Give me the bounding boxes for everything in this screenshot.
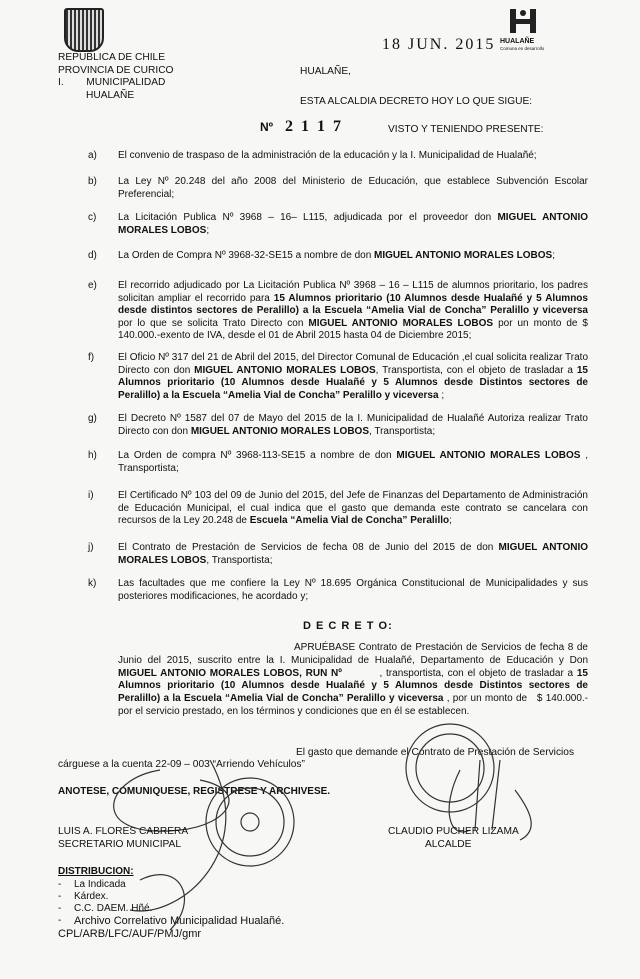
- city-label: HUALAÑE,: [300, 66, 351, 77]
- item-text: La Orden de Compra Nº 3968-32-SE15 a nombre de don MIGUEL ANTONIO MORALES LOBOS;: [118, 250, 555, 261]
- distribution-item: La Indicada: [74, 879, 126, 890]
- item-letter: f): [88, 352, 95, 363]
- item-text: La Orden de compra Nº 3968-113-SE15 a nombre de don MIGUEL ANTONIO MORALES LOBOS , Transportista;: [118, 450, 588, 474]
- list-bullet: -: [58, 915, 62, 926]
- item-letter: h): [88, 450, 97, 461]
- item-letter: k): [88, 578, 97, 589]
- item-letter: c): [88, 212, 97, 223]
- item-letter: j): [88, 542, 94, 553]
- item-text: El convenio de traspaso de la administración de la educación y la I. Municipalidad de Hualañé;: [118, 150, 537, 161]
- decree-number: 2 1 1 7: [285, 118, 343, 135]
- header-line: PROVINCIA DE CURICO: [58, 64, 174, 76]
- header-line: REPUBLICA DE CHILE: [58, 52, 166, 63]
- secretary-role: SECRETARIO MUNICIPAL: [58, 839, 182, 850]
- item-text: La Ley Nº 20.248 del año 2008 del Ministerio de Educación, que establece Subvención Escolar Preferencial;: [118, 176, 588, 200]
- logo-subtitle: Comuna en desarrollo: [500, 46, 545, 51]
- list-bullet: -: [58, 891, 62, 902]
- item-text: La Licitación Publica Nº 3968 – 16– L115, adjudicada por el proveedor don MIGUEL ANTONIO MORALES LOBOS;: [118, 212, 588, 236]
- item-text: El Certificado Nº 103 del 09 de Junio del 2015, del Jefe de Finanzas del Departamento de Administración de Educación Municipal, el cual indica que el gasto que demanda este contrato se cancelara con recursos de la Ley 20.248 de Escuela “Amelia Vial de Concha” Peralillo;: [118, 490, 588, 526]
- mayor-role: ALCALDE: [425, 839, 472, 850]
- list-bullet: -: [58, 903, 62, 914]
- item-letter: d): [88, 250, 97, 261]
- anotese-line: ANOTESE, COMUNIQUESE, REGISTRESE Y ARCHIVESE.: [58, 786, 331, 797]
- item-letter: g): [88, 413, 97, 424]
- item-text: El Decreto Nº 1587 del 07 de Mayo del 2015 de la I. Municipalidad de Hualañé Autoriza realizar Trato Directo con don MIGUEL ANTONIO MORALES LOBOS, Transportista;: [118, 413, 588, 437]
- secretary-name: LUIS A. FLORES CABRERA: [58, 826, 189, 837]
- gasto-line-2: cárguese a la cuenta 22-09 – 003 “Arriendo Vehículos”: [58, 759, 305, 770]
- mayor-name: CLAUDIO PUCHER LIZAMA: [388, 826, 519, 837]
- logo-name: HUALAÑE: [500, 38, 535, 45]
- item-letter: a): [88, 150, 97, 161]
- decreto-title: D E C R E T O:: [303, 620, 393, 632]
- item-text: Las facultades que me confiere la Ley Nº 18.695 Orgánica Constitucional de Municipalidades y sus posteriores modificaciones, he acordado y;: [118, 578, 588, 602]
- item-text: El Contrato de Prestación de Servicios de fecha 08 de Junio del 2015 de don MIGUEL ANTONIO MORALES LOBOS, Transportista;: [118, 542, 588, 566]
- header-line: HUALAÑE: [86, 89, 135, 101]
- decreto-paragraph: APRUÉBASE Contrato de Prestación de Servicios de fecha 8 de Junio del 2015, suscrito entre la I. Municipalidad de Hualañé, Departamento de Educación y Don MIGUEL ANTONIO MORALES LOBOS, RUN Nº , transportista, con el objeto de trasladar a 15 Alumnos prioritario (10 Alumnos desde Hualañé y 5 Alumnos desde Distintos sectores de Peralillo) a la Escuela “Amelia Vial de Concha” Peralillo y viceversa , por un monto de $ 140.000.- por el servicio prestado, en los términos y condiciones que en él se establecen.: [118, 642, 588, 717]
- date-stamp: 18 JUN. 2015: [382, 36, 496, 53]
- distribution-item: Kárdex.: [74, 891, 109, 902]
- initials-line: CPL/ARB/LFC/AUF/PMJ/gmr: [58, 928, 202, 940]
- item-letter: i): [88, 490, 94, 501]
- header-line: I. MUNICIPALIDAD: [58, 77, 166, 88]
- distribution-item: Archivo Correlativo Municipalidad Hualañé.: [74, 915, 285, 927]
- header-left-block: [58, 52, 258, 102]
- hualane-logo: [508, 6, 544, 38]
- number-label: Nº: [260, 120, 274, 134]
- item-letter: e): [88, 280, 97, 291]
- decree-intro: ESTA ALCALDIA DECRETO HOY LO QUE SIGUE:: [300, 96, 533, 107]
- distribution-title: DISTRIBUCION:: [58, 866, 134, 877]
- item-text: El recorrido adjudicado por La Licitación Publica Nº 3968 – 16 – L115 de alumnos prioritario, los padres solicitan ampliar el recorrido para 15 Alumnos prioritario (10 Alumnos desde Hualañé y 5 Alumnos desde distintos sectores de Peralillo) a la Escuela “Amelia Vial de Concha” Peralillo y viceversa por lo que se solicita Trato Directo con MIGUEL ANTONIO MORALES LOBOS por un monto de $ 140.000.-exento de IVA, desde el 01 de Abril 2015 hasta 04 de Diciembre 2015;: [118, 280, 588, 341]
- municipal-crest-logo: [64, 8, 104, 52]
- gasto-line-1: El gasto que demande el Contrato de Prestación de Servicios: [296, 747, 575, 758]
- visto-label: VISTO Y TENIENDO PRESENTE:: [388, 124, 544, 135]
- item-letter: b): [88, 176, 97, 187]
- distribution-item: C.C. DAEM. Hñé.: [74, 903, 153, 914]
- item-text: El Oficio Nº 317 del 21 de Abril del 2015, del Director Comunal de Educación ,el cual solicita realizar Trato Directo con don MIGUEL ANTONIO MORALES LOBOS, Transportista, con el objeto de trasladar a 15 Alumnos prioritario (10 Alumnos desde Hualañé y 5 Alumnos desde Distintos sectores de Peralillo) a la Escuela “Amelia Vial de Concha” Peralillo y viceversa ;: [118, 352, 588, 401]
- list-bullet: -: [58, 879, 62, 890]
